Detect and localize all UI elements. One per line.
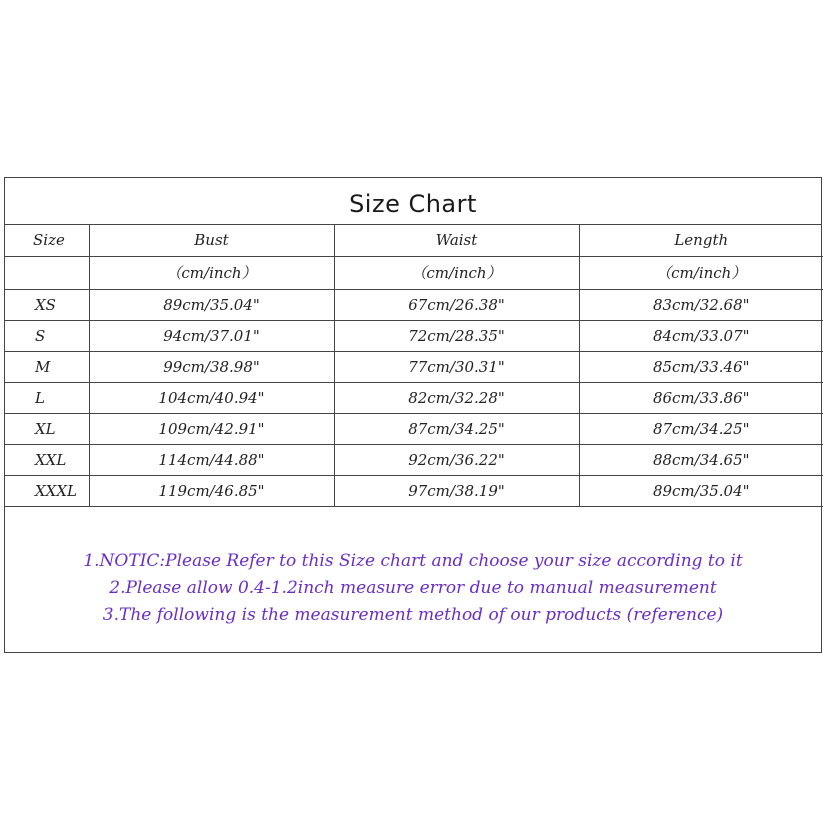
waist-value: 92cm/36.22" [334, 444, 579, 475]
header-length: Length [579, 225, 823, 256]
table-row [5, 382, 823, 413]
length-value: 86cm/33.86" [579, 382, 823, 413]
waist-value: 82cm/32.28" [334, 382, 579, 413]
table-row [5, 475, 823, 506]
size-chart [4, 177, 822, 653]
size-label: S [5, 320, 89, 351]
table-row [5, 413, 823, 444]
bust-value: 114cm/44.88" [89, 444, 334, 475]
table-row [5, 444, 823, 475]
length-value: 84cm/33.07" [579, 320, 823, 351]
size-label: XS [5, 289, 89, 320]
bust-value: 109cm/42.91" [89, 413, 334, 444]
header-bust: Bust [89, 225, 334, 256]
table-row [5, 320, 823, 351]
waist-value: 72cm/28.35" [334, 320, 579, 351]
unit-waist: （cm/inch） [334, 256, 579, 289]
waist-value: 87cm/34.25" [334, 413, 579, 444]
length-value: 85cm/33.46" [579, 351, 823, 382]
size-label: XL [5, 413, 89, 444]
length-value: 87cm/34.25" [579, 413, 823, 444]
note-line: 1.NOTIC:Please Refer to this Size chart and choose your size according to it [83, 551, 743, 571]
length-value: 89cm/35.04" [579, 475, 823, 506]
bust-value: 99cm/38.98" [89, 351, 334, 382]
size-label: XXXL [5, 475, 89, 506]
table-unit-row [5, 256, 823, 289]
bust-value: 94cm/37.01" [89, 320, 334, 351]
unit-size [5, 256, 89, 289]
size-label: XXL [5, 444, 89, 475]
size-table [5, 225, 823, 507]
bust-value: 89cm/35.04" [89, 289, 334, 320]
waist-value: 97cm/38.19" [334, 475, 579, 506]
length-value: 88cm/34.65" [579, 444, 823, 475]
bust-value: 104cm/40.94" [89, 382, 334, 413]
note-line: 2.Please allow 0.4-1.2inch measure error due to manual measurement [109, 578, 717, 598]
unit-bust: （cm/inch） [89, 256, 334, 289]
bust-value: 119cm/46.85" [89, 475, 334, 506]
waist-value: 77cm/30.31" [334, 351, 579, 382]
notes-block [5, 548, 821, 629]
chart-title: Size Chart [349, 190, 477, 218]
note-line: 3.The following is the measurement method of our products (reference) [102, 605, 724, 625]
header-waist: Waist [334, 225, 579, 256]
unit-length: （cm/inch） [579, 256, 823, 289]
table-row [5, 351, 823, 382]
table-header-row [5, 225, 823, 256]
size-label: L [5, 382, 89, 413]
length-value: 83cm/32.68" [579, 289, 823, 320]
waist-value: 67cm/26.38" [334, 289, 579, 320]
title-row [5, 178, 821, 225]
table-row [5, 289, 823, 320]
header-size: Size [5, 225, 89, 256]
size-label: M [5, 351, 89, 382]
